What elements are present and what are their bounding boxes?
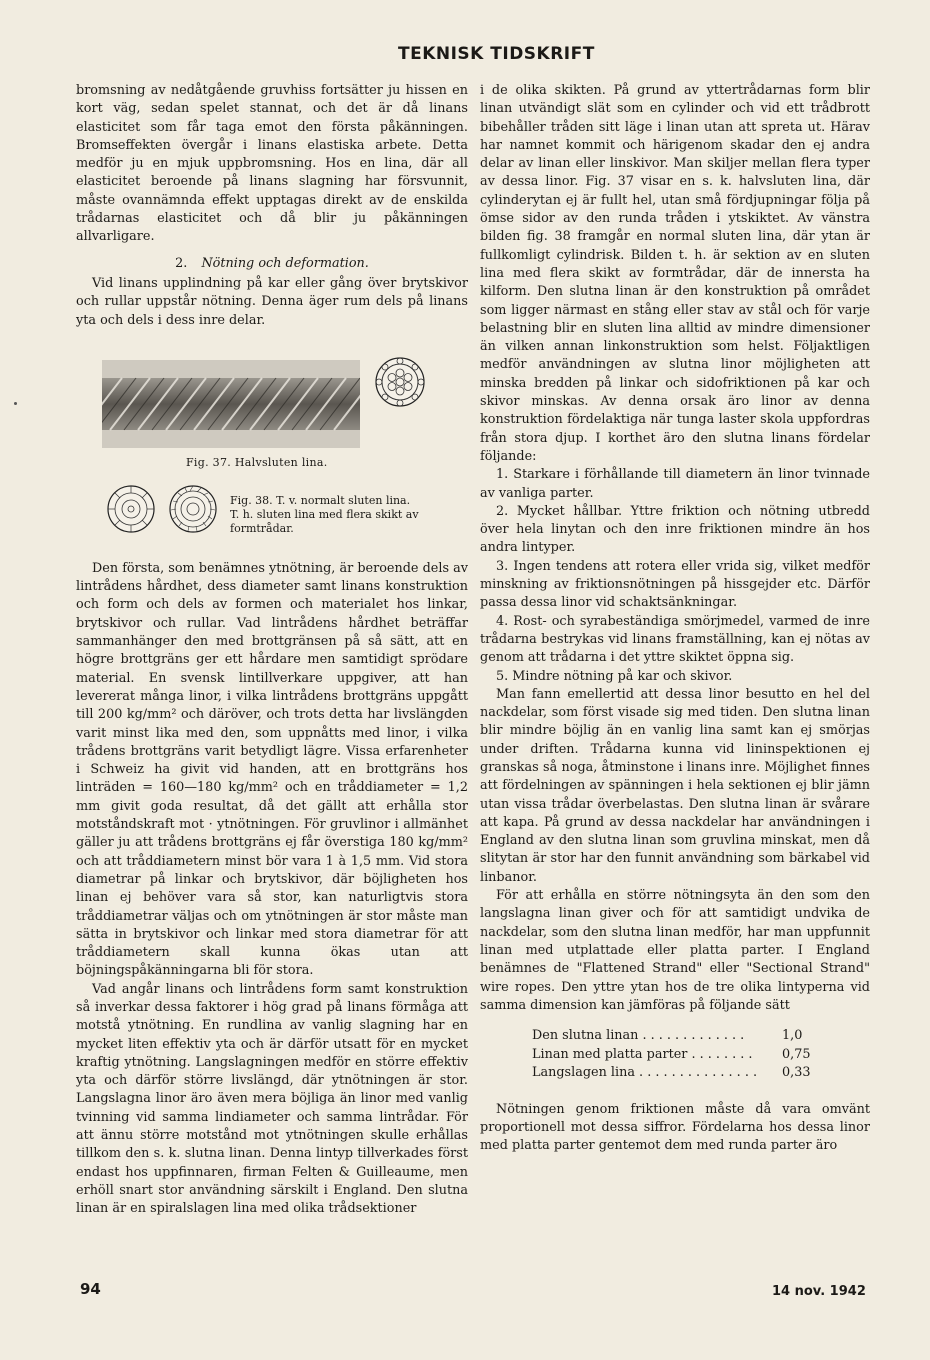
list-item: 5. Mindre nötning på kar och skivor. [496,668,733,684]
list-item: 2. Mycket hållbar. Yttre friktion och nötning utbredd över hela linytan och den inre friktionen mindre än hos andra lintyper. [480,503,870,556]
table-row [532,1046,812,1065]
table-row [532,1027,812,1046]
section-number: 2. [175,255,188,271]
figure-37 [76,336,468,484]
section-heading [76,255,468,273]
right-column [480,82,870,1156]
table-label: Langslagen lina . . . . . . . . . . . . . . . [532,1065,758,1081]
paragraph: Vad angår linans och lintrådens form samt konstruktion så inverkar dessa faktorer i hög grad på linans förmåga att motstå ytnötning. En rundlina av vanlig slagning har en mycket liten effektiv yta och är därför utsatt för en mycket kraftig ytnötning. Langslagningen medför en större effektiv yta och därför större livslängd, där ytnötningen är stor. Langslagna linor äro även mera böjliga än linor med vanlig tvinning vid samma lindiameter och samma lintrådar. För att ännu större motstånd mot ytnötningen skulle erhållas tillkom den s. k. slutna linan. Denna lintyp tillverkades först endast hos uppfinnaren, firman Felten & Guilleaume, men erhöll snart stor användning särskilt i England. Den slutna linan är en spiralslagen lina med olika trådsektioner [76,981,468,1217]
table-value: 1,0 [782,1028,803,1044]
journal-title: TEKNISK TIDSKRIFT [398,44,595,64]
paragraph: i de olika skikten. På grund av yttertrådarnas form blir linan utvändigt slät som en cylinder och vid ett trådbrott bibehåller tråden sitt läge i linan utan att spreta ut. Härav har namnet kommit och härigenom skadar den ej andra delar av linan eller linskivor. Man skiljer mellan flera typer av dessa linor. Fig. 37 visar en s. k. halvsluten lina, där cylinderytan ej är fullt hel, utan små fördjupningar följa på ömse sidor av den runda tråden i ytskiktet. Av vänstra bilden fig. 38 framgår en normal sluten lina, där ytan är fullkomligt cylindrisk. Bilden t. h. är sektion av en sluten lina med flera skikt av formtrådar, där de innersta ha kilform. Den slutna linan är den konstruktion på området som ligger närmast en stång eller stav av stål och för varje belastning blir en sluten lina alltid av mindre dimensioner än vilken annan linkonstruktion som helst. Följaktligen medför användningen av slutna linor möjligheten att minska bredden på linkar och sidofriktionen på kar och skivor minskas. Av denna orsak äro linor av denna konstruktion fördelaktiga när tunga laster skola uppfordras från stora djup. I korthet äro den slutna linans fördelar följande: [480,83,870,464]
paragraph: Den första, som benämnes ytnötning, är beroende dels av lintrådens hårdhet, dess diameter samt linans konstruktion och form och dels av formen och materialet hos linkar, brytskivor och rullar. Vad lintrådens hårdhet beträffar sammanhänger den med brottgränsen på så sätt, att en högre brottgräns ger ett hårdare men samtidigt sprödare material. En svensk lintillverkare uppgiver, att han levererat många linor, i vilka lintrådens brottgräns uppgått till 200 kg/mm² och däröver, och trots detta har livslängden varit minst lika med den, som uppnåtts med linor, i vilka trådens brottgräns varit betydligt lägre. Vissa erfarenheter i Schweiz ha givit vid handen, att en brottgräns hos linträden = 160—180 kg/mm² och en tråddiameter = 1,2 mm givit goda resultat, då det gällt att erhålla stor motståndskraft mot · ytnötningen. För gruvlinor i allmänhet gäller ju att trådens brottgräns ej får överstiga 180 kg/mm² och att tråddiametern minst bör vara 1 à 1,5 mm. Vid stora diametrar på linkar och brytskivor, där böjligheten hos linan ej behöver vara så stor, kan naturligtvis stora tråddiametrar väljas och om ytnötningen är stor måste man sätta in brytskivor och linkar med stora diametrar för att tråddiametern skall kunna ökas utan att böjningspåkänningarna bli för stora. [76,560,468,979]
list-item: 1. Starkare i förhållande till diametern än linor tvinnade av vanliga parter. [480,467,870,501]
table-value: 0,75 [782,1046,811,1062]
scan-speck [14,402,17,405]
figure-38-caption-line: T. h. sluten lina med flera skikt av formtrådar. [230,507,419,535]
list-item: 3. Ingen tendens att rotera eller vrida sig, vilket medför minskning av friktionsnötningen på hissgejder etc. Därför passa dessa linor vid schaktsänkningar. [480,558,870,611]
figure-37-caption: Fig. 37. Halvsluten lina. [186,455,328,469]
figure-38 [76,484,468,556]
table-value: 0,33 [782,1065,811,1081]
table-row [532,1064,812,1083]
page-number: 94 [80,1280,101,1298]
paragraph: Vid linans upplindning på kar eller gång över brytskivor och rullar uppstår nötning. Denna äger rum dels på linans yta och dels i dess inre delar. [76,275,468,328]
paragraph: Nötningen genom friktionen måste då vara omvänt proportionell mot dessa siffror. Fördelarna hos dessa linor med platta parter gentemot dem med runda parter äro [480,1101,870,1154]
table-label: Den slutna linan . . . . . . . . . . . . . [532,1028,745,1044]
multilayer-rope-section-icon [168,484,218,534]
half-closed-rope-photo [102,360,360,448]
paragraph: För att erhålla en större nötningsyta än den som den langslagna linan giver och för att samtidigt undvika de nackdelar, som den slutna linan medför, har man uppfunnit linan med utplattade eller platta parter. I England benämnes de "Flattened Strand" eller "Sectional Strand" wire ropes. Den yttre ytan hos de tre olika lintyperna vid samma dimension kan jämföras på följande sätt [480,888,870,1013]
table-label: Linan med platta parter . . . . . . . . [532,1046,753,1062]
comparison-table [532,1027,812,1083]
issue-date: 14 nov. 1942 [772,1284,866,1299]
paragraph: Man fann emellertid att dessa linor besutto en hel del nackdelar, som först visade sig med tiden. Den slutna linan blir mindre böjlig än en vanlig lina samt kan ej smörjas under driften. Trådarna kunna vid lininspektionen ej granskas så noga, åtminstone i linans inre. Möjlighet finnes att fördelningen av spänningen i hela sektionen ej blir jämn utan vissa trådar överbelastas. Den slutna linan är svårare att kapa. På grund av dessa nackdelar har användningen i England av den slutna linan som gruvlina minskat, men då slitytan är stor har den funnit användning som bärkabel vid linbanor. [480,686,870,885]
closed-rope-section-icon [106,484,156,534]
figure-38-caption [230,494,470,536]
left-column [76,82,468,1219]
paragraph: bromsning av nedåtgående gruvhiss fortsätter ju hissen en kort väg, sedan spelet stannat, och det är då linans elasticitet som får taga emot den första påkänningen. Bromseffekten övergår i linans elastiska arbete. Detta medför ju en mjuk uppbromsning. Hos en lina, där all elasticitet beroende på linans slagning har försvunnit, måste ovannämnda effekt upptagas direkt av de enskilda trådarnas elasticitet och då blir ju påkänningen allvarligare. [76,83,468,245]
list-item: 4. Rost- och syrabeständiga smörjmedel, varmed de inre trådarna bestrykas vid linans framställning, kan ej nötas av genom att trådarna i det yttre skiktet öppna sig. [480,613,870,666]
rope-cross-section-icon [374,356,426,408]
figure-38-caption-line: Fig. 38. T. v. normalt sluten lina. [230,493,411,507]
section-title: Nötning och deformation. [201,255,369,271]
